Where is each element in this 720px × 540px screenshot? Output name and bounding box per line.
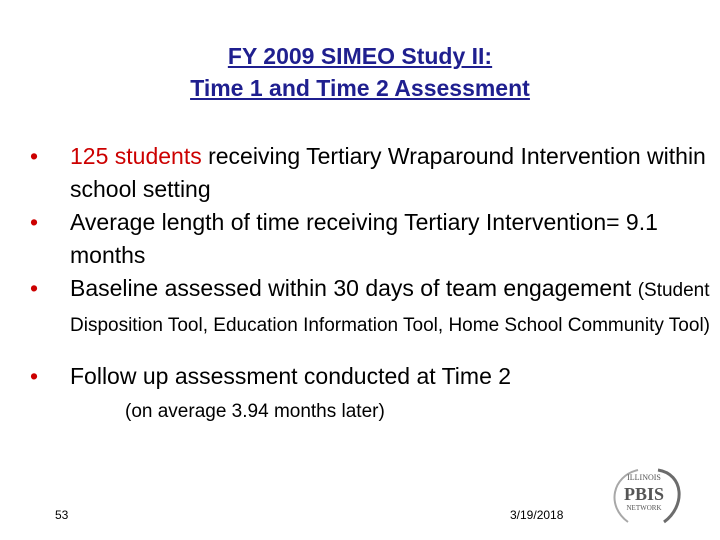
bullet-dot: •	[30, 275, 39, 301]
bullet-text: receiving Tertiary Wraparound Intervention within school setting	[70, 143, 706, 202]
bullet-item	[30, 140, 710, 206]
bullet-list	[30, 140, 710, 427]
bullet-item	[30, 360, 710, 393]
bullet-text: Average length of time receiving Tertiary Intervention= 9.1 months	[70, 209, 658, 268]
bullet-text: Baseline assessed within 30 days of team engagement	[70, 275, 638, 301]
bullet-dot: •	[30, 363, 39, 389]
bullet-item	[30, 206, 710, 272]
followup-note: (on average 3.94 months later)	[125, 401, 385, 422]
pbis-logo	[598, 466, 688, 526]
slide-title	[0, 40, 720, 104]
bullet-small-text: (Student Disposition Tool, Education Information Tool, Home School Community Tool)	[70, 280, 710, 336]
title-line-1: FY 2009 SIMEO Study II:	[227, 43, 493, 69]
slide-date: 3/19/2018	[510, 508, 564, 522]
bullet-text: Follow up assessment conducted at Time 2	[70, 363, 512, 389]
bullet-dot: •	[30, 209, 39, 235]
bullet-highlight: 125 students	[70, 143, 202, 169]
logo-top-text: ILLINOIS	[627, 473, 661, 482]
bullet-dot: •	[30, 143, 39, 169]
logo-mid-text: PBIS	[623, 484, 665, 504]
bullet-item	[30, 272, 710, 342]
logo-bottom-text: NETWORK	[626, 504, 662, 512]
title-line-2: Time 1 and Time 2 Assessment	[190, 75, 530, 101]
slide-number: 53	[55, 508, 69, 522]
